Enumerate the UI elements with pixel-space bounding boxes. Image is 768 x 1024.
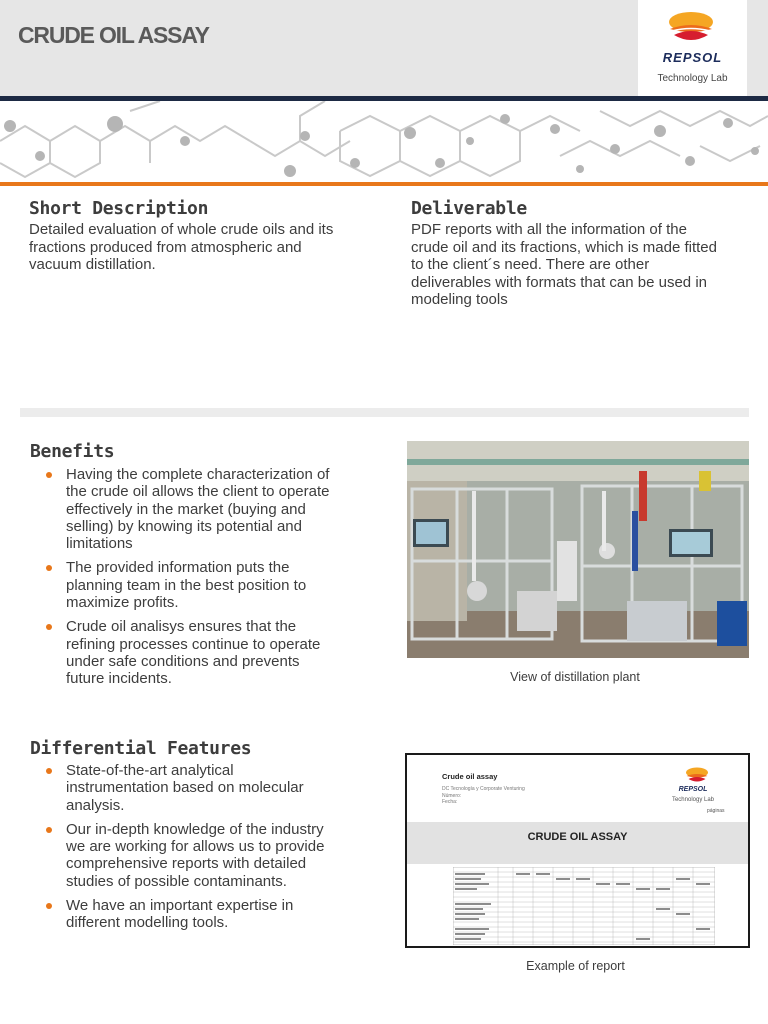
text-line: Having the complete characterization of — [66, 466, 330, 483]
list-item — [30, 466, 370, 552]
text-line: crude oil and its fractions, which is made fitted — [411, 238, 717, 256]
distillation-plant-illustration — [407, 441, 749, 658]
list-item — [30, 897, 370, 932]
text-line: to the client´s need. There are other — [411, 256, 650, 273]
section-divider — [20, 408, 749, 417]
text-line: instrumentation based on molecular — [66, 779, 304, 797]
report-doc-title: Crude oil assay — [442, 772, 498, 781]
text-line: studies of possible contaminants. — [66, 872, 287, 890]
text-line: deliverables with formats that can be used in — [411, 273, 707, 291]
report-pages-label: páginas — [707, 808, 725, 814]
short-description-text — [29, 221, 333, 274]
repsol-logo-icon — [682, 767, 712, 785]
bullet-dot-icon — [46, 827, 52, 833]
text-line: modeling tools — [411, 291, 508, 308]
text-line: maximize profits. — [66, 594, 179, 612]
bullet-dot-icon — [46, 624, 52, 630]
list-item — [30, 618, 370, 687]
text-line: selling) by knowing its potential and — [66, 517, 302, 535]
report-table-illustration — [453, 867, 715, 945]
benefits-heading: Benefits — [30, 441, 115, 462]
molecule-banner — [0, 101, 768, 183]
bullet-dot-icon — [46, 768, 52, 774]
text-line: PDF reports with all the information of the — [411, 221, 687, 238]
bullet-dot-icon — [46, 903, 52, 909]
bullet-dot-icon — [46, 565, 52, 571]
bullet-dot-icon — [46, 472, 52, 478]
text-line: Crude oil analisys ensures that the — [66, 618, 297, 636]
report-meta-line: Número: — [442, 792, 462, 799]
text-line: State-of-the-art analytical — [66, 762, 234, 779]
molecule-banner-icon — [0, 101, 768, 183]
list-item — [30, 559, 370, 611]
report-thumbnail — [405, 753, 750, 948]
text-line: planning team in the best position to — [66, 576, 307, 594]
list-item — [30, 762, 370, 814]
text-line: different modelling tools. — [66, 914, 229, 932]
distillation-plant-photo — [407, 441, 749, 658]
text-line: The provided information puts the — [66, 559, 290, 577]
text-line: we are working for allows us to provide — [66, 838, 325, 856]
report-caption: Example of report — [526, 959, 625, 973]
text-line: comprehensive reports with detailed — [66, 855, 307, 873]
text-line: Our in-depth knowledge of the industry — [66, 820, 324, 838]
report-meta-line: DC Tecnología y Corporate Venturing — [442, 786, 525, 792]
text-line: refining processes continue to operate — [66, 635, 321, 653]
text-line: fractions produced from atmospheric and — [29, 238, 302, 256]
benefits-list — [30, 466, 370, 695]
report-meta — [442, 786, 525, 806]
repsol-logo-icon — [666, 11, 716, 47]
report-meta-line: Fecha: — [442, 799, 458, 805]
text-line: future incidents. — [66, 670, 172, 688]
banner-rule — [0, 182, 768, 186]
report-title-band — [407, 822, 748, 864]
text-line: under safe conditions and prevents — [66, 652, 300, 670]
page-title: CRUDE OIL ASSAY — [18, 22, 209, 48]
repsol-logo — [638, 0, 747, 96]
deliverable-heading: Deliverable — [411, 198, 527, 219]
report-band-title: CRUDE OIL ASSAY — [527, 831, 628, 843]
differential-features-list — [30, 762, 370, 939]
report-logo-wordmark: REPSOL — [678, 786, 708, 793]
deliverable-text — [411, 221, 717, 309]
report-logo-subtitle: Technology Lab — [671, 797, 715, 803]
text-line: Detailed evaluation of whole crude oils and its — [29, 221, 334, 238]
page-header — [0, 0, 768, 97]
differential-features-heading: Differential Features — [30, 738, 252, 759]
text-line: We have an important expertise in — [66, 897, 294, 915]
photo-caption: View of distillation plant — [510, 670, 640, 684]
logo-wordmark: REPSOL — [662, 50, 723, 65]
text-line: effectively in the market (buying and — [66, 500, 306, 518]
text-line: vacuum distillation. — [29, 256, 156, 273]
text-line: analysis. — [66, 796, 125, 814]
logo-subtitle: Technology Lab — [657, 73, 728, 84]
text-line: limitations — [66, 535, 133, 553]
text-line: the crude oil allows the client to operate — [66, 483, 330, 501]
list-item — [30, 821, 370, 890]
short-description-heading: Short Description — [29, 198, 209, 219]
